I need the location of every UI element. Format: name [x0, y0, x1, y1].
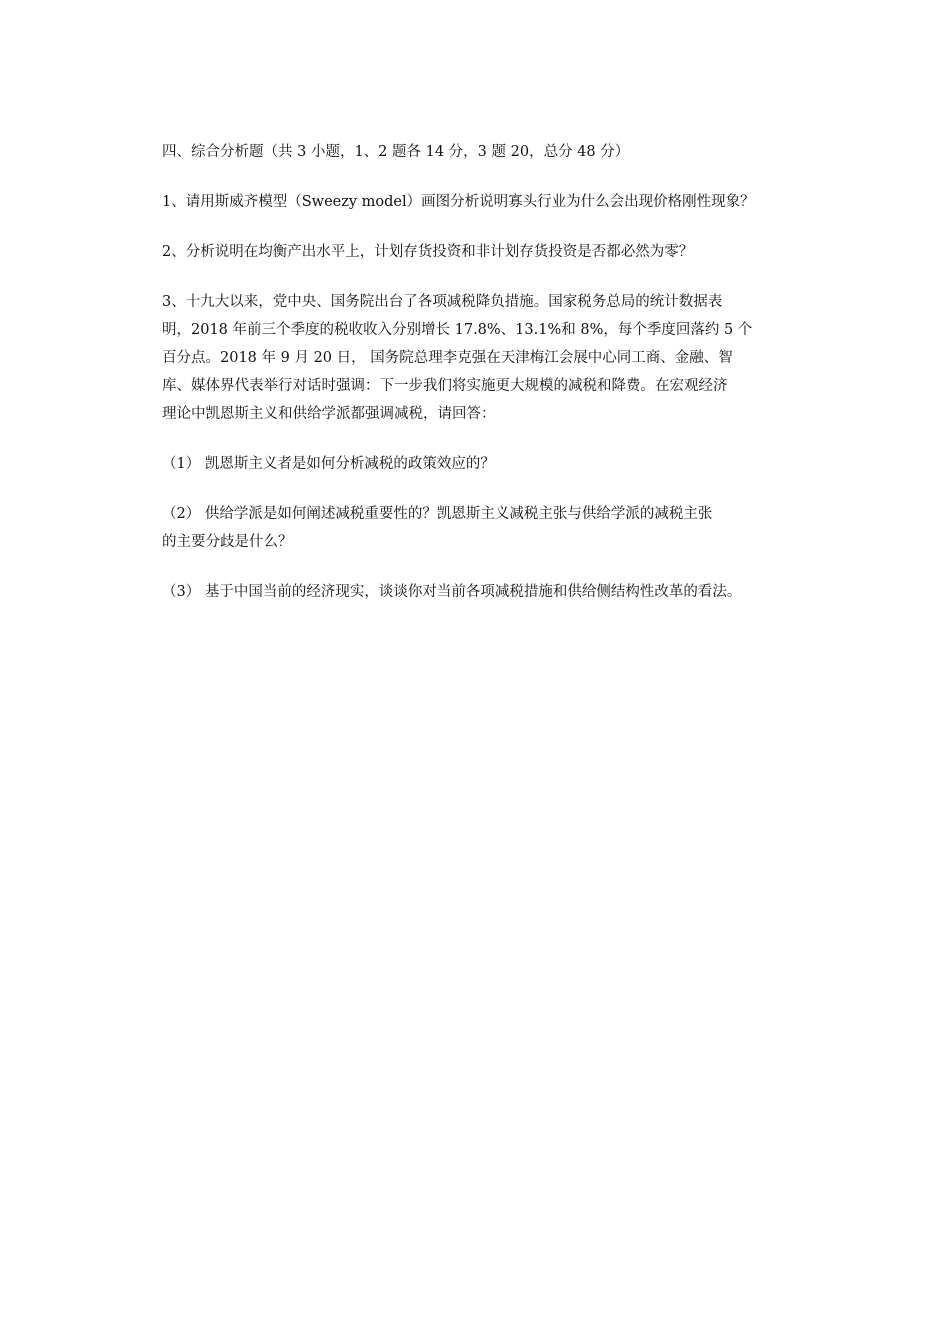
- exam-content: [162, 138, 822, 628]
- question-3-line-3: 百分点。2018 年 9 月 20 日， 国务院总理李克强在天津梅江会展中心同工商、金融、智: [162, 350, 733, 366]
- subquestion-2: [162, 500, 822, 556]
- subquestion-2-line-1: （2） 供给学派是如何阐述减税重要性的？凯恩斯主义减税主张与供给学派的减税主张: [162, 506, 713, 522]
- section-heading: [162, 138, 822, 166]
- question-3-line-5: 理论中凯恩斯主义和供给学派都强调减税，请回答：: [162, 406, 496, 422]
- question-1-line-1: 1、请用斯威齐模型（Sweezy model）画图分析说明寡头行业为什么会出现价格刚性现象？: [162, 194, 755, 210]
- subquestion-2-line-2: 的主要分歧是什么？: [162, 534, 293, 550]
- subquestion-3: [162, 578, 822, 606]
- question-1: [162, 188, 822, 216]
- section-heading-text: 四、综合分析题（共 3 小题，1、2 题各 14 分，3 题 20，总分 48 分）: [162, 144, 630, 160]
- subquestion-3-line-1: （3） 基于中国当前的经济现实，谈谈你对当前各项减税措施和供给侧结构性改革的看法。: [162, 584, 742, 600]
- question-2: [162, 238, 822, 266]
- subquestion-1: [162, 450, 822, 478]
- question-3: [162, 288, 822, 428]
- question-3-line-4: 库、媒体界代表举行对话时强调：下一步我们将实施更大规模的减税和降费。在宏观经济: [162, 378, 728, 394]
- question-2-line-1: 2、分析说明在均衡产出水平上，计划存货投资和非计划存货投资是否都必然为零？: [162, 244, 694, 260]
- question-3-line-2: 明，2018 年前三个季度的税收收入分别增长 17.8%、13.1%和 8%，每个季度回落约 5 个: [162, 322, 753, 338]
- subquestion-1-line-1: （1） 凯恩斯主义者是如何分析减税的政策效应的？: [162, 456, 495, 472]
- question-3-line-1: 3、十九大以来，党中央、国务院出台了各项减税降负措施。国家税务总局的统计数据表: [162, 294, 723, 310]
